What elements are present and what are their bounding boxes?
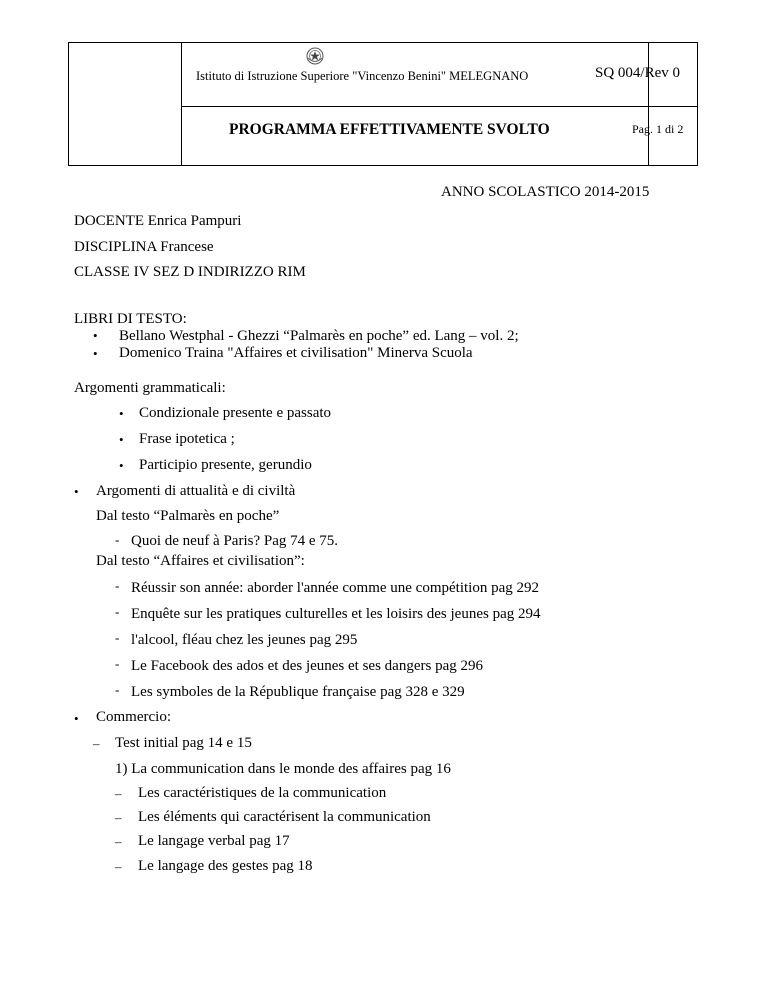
header-logo-cell [69,43,182,165]
document-code: SQ 004/Rev 0 [595,65,681,81]
bullet-icon: • [119,458,124,473]
dash-icon: – [115,859,122,874]
source-affaires: Dal testo “Affaires et civilisation”: [96,553,305,569]
dash-icon: - [115,682,120,697]
communication-item: Le langage des gestes pag 18 [138,858,313,874]
test-initial: Test initial pag 14 e 15 [115,735,252,751]
palmares-item: Quoi de neuf à Paris? Pag 74 e 75. [131,533,339,549]
book-item: Bellano Westphal - Ghezzi “Palmarès en poche” ed. Lang – vol. 2; [119,328,519,344]
disciplina-line: DISCIPLINA Francese [74,239,214,255]
bullet-icon: • [74,484,79,499]
docente-line: DOCENTE Enrica Pampuri [74,213,242,229]
grammar-item: Condizionale presente e passato [139,405,332,421]
republic-emblem-icon [305,46,325,66]
dash-icon: - [115,656,120,671]
dash-icon: – [115,810,122,825]
grammar-heading: Argomenti grammaticali: [74,380,226,396]
books-heading: LIBRI DI TESTO: [74,311,187,327]
attualita-heading: Argomenti di attualità e di civiltà [96,483,296,499]
communication-item: Les caractéristiques de la communication [138,785,387,801]
school-year: ANNO SCOLASTICO 2014-2015 [441,184,650,200]
communication-item: Les éléments qui caractérisent la communication [138,809,431,825]
bullet-icon: • [74,711,79,726]
communication-item: Le langage verbal pag 17 [138,833,290,849]
grammar-item: Participio presente, gerundio [139,457,312,473]
bullet-icon: • [93,346,98,361]
grammar-item: Frase ipotetica ; [139,431,235,447]
dash-icon: - [115,532,120,547]
affaires-item: l'alcool, fléau chez les jeunes pag 295 [131,632,358,648]
dash-icon: – [93,736,100,751]
dash-icon: – [115,834,122,849]
affaires-item: Les symboles de la République française pag 328 e 329 [131,684,465,700]
dash-icon: - [115,578,120,593]
dash-icon: - [115,604,120,619]
affaires-item: Réussir son année: aborder l'année comme une compétition pag 292 [131,580,539,596]
book-item: Domenico Traina "Affaires et civilisation" Minerva Scuola [119,345,473,361]
classe-line: CLASSE IV SEZ D INDIRIZZO RIM [74,264,306,280]
document-title: PROGRAMMA EFFETTIVAMENTE SVOLTO [229,121,550,138]
source-palmares: Dal testo “Palmarès en poche” [96,508,280,524]
bullet-icon: • [93,328,98,343]
affaires-item: Enquête sur les pratiques culturelles et les loisirs des jeunes pag 294 [131,606,541,622]
header-table [68,42,698,166]
page-number: Pag. 1 di 2 [632,122,684,136]
dash-icon: – [115,786,122,801]
institute-name: Istituto di Istruzione Superiore "Vincenzo Benini" MELEGNANO [196,69,529,83]
bullet-icon: • [119,432,124,447]
affaires-item: Le Facebook des ados et des jeunes et ses dangers pag 296 [131,658,483,674]
bullet-icon: • [119,406,124,421]
dash-icon: - [115,630,120,645]
commercio-heading: Commercio: [96,709,171,725]
section-communication: 1) La communication dans le monde des affaires pag 16 [115,761,451,777]
